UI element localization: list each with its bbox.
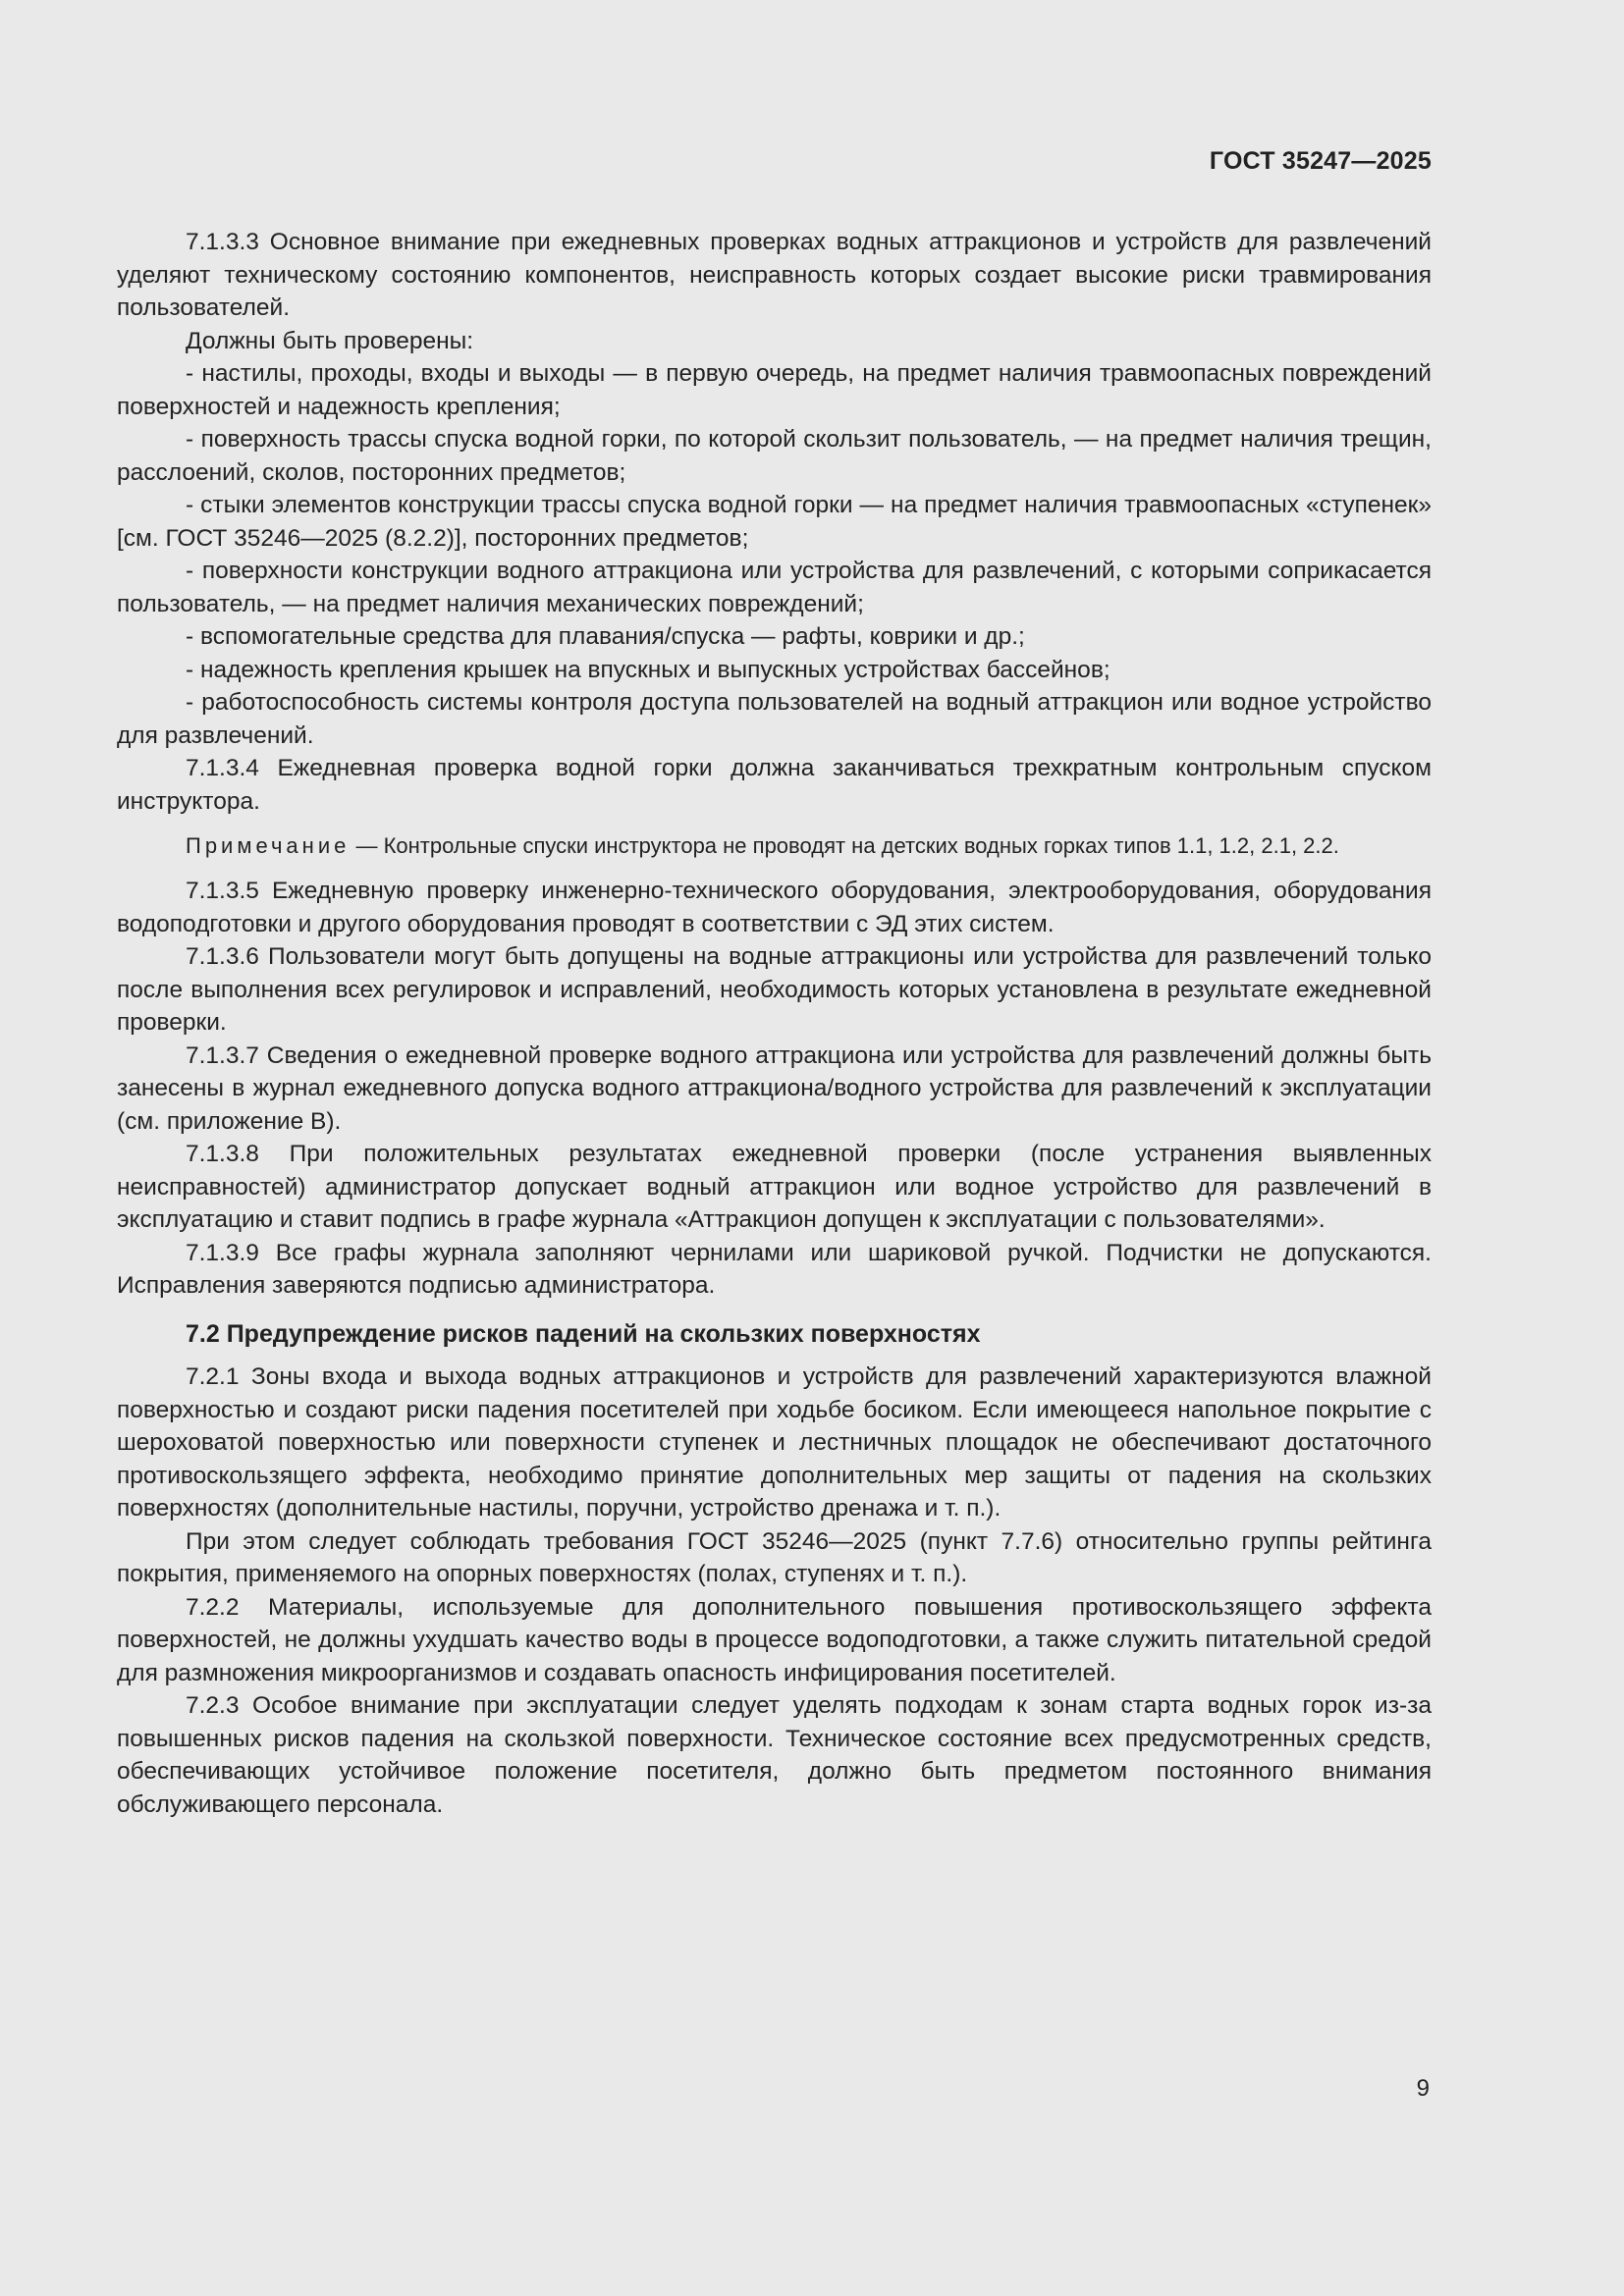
paragraph-7-2-1-continued: При этом следует соблюдать требования ГОСТ 35246—2025 (пункт 7.7.6) относительно группы рейтинга покрытия, применяемого на опорных поверхностях (полах, ступенях и т. п.). <box>117 1527 1432 1587</box>
paragraph-7-1-3-9: 7.1.3.9 Все графы журнала заполняют чернилами или шариковой ручкой. Подчистки не допускаются. Исправления заверяются подписью администратора. <box>117 1239 1432 1299</box>
note <box>117 831 1432 861</box>
list-item: - стыки элементов конструкции трассы спуска водной горки — на предмет наличия травмоопасных «ступенек» [см. ГОСТ 35246—2025 (8.2.2)], посторонних предметов; <box>117 492 1432 552</box>
list-item: - поверхность трассы спуска водной горки, по которой скользит пользователь, — на предмет наличия трещин, расслоений, сколов, посторонних предметов; <box>117 426 1432 486</box>
note-text: — Контрольные спуски инструктора не проводят на детских водных горках типов 1.1, 1.2, 2.1, 2.2. <box>350 833 1339 858</box>
paragraph-7-2-2: 7.2.2 Материалы, используемые для дополнительного повышения противоскользящего эффекта поверхностей, не должны ухудшать качество воды в процессе водоподготовки, а также служить питательной средой для размножения микроорганизмов и создавать опасность инфицирования посетителей. <box>117 1593 1432 1686</box>
paragraph-7-2-3: 7.2.3 Особое внимание при эксплуатации следует уделять подходам к зонам старта водных горок из-за повышенных рисков падения на скользкой поверхности. Техническое состояние всех предусмотренных средств, обеспечивающих устойчивое положение посетителя, должно быть предметом постоянного внимания обслуживающего персонала. <box>117 1692 1432 1818</box>
paragraph-7-1-3-5: 7.1.3.5 Ежедневную проверку инженерно-технического оборудования, электрооборудования, оборудования водоподготовки и другого оборудования проводят в соответствии с ЭД этих систем. <box>117 878 1432 937</box>
note-label: Примечание <box>186 833 351 858</box>
must-check-intro: Должны быть проверены: <box>186 327 474 354</box>
section-heading-7-2: 7.2 Предупреждение рисков падений на скользких поверхностях <box>186 1319 981 1348</box>
paragraph-7-1-3-6: 7.1.3.6 Пользователи могут быть допущены на водные аттракционы или устройства для развлечений только после выполнения всех регулировок и исправлений, необходимость которых установлена в результате ежедневной проверки. <box>117 943 1432 1036</box>
paragraph-7-2-1: 7.2.1 Зоны входа и выхода водных аттракционов и устройств для развлечений характеризуются влажной поверхностью и создают риски падения посетителей при ходьбе босиком. Если имеющееся напольное покрытие с шероховатой поверхностью или поверхности ступенек и лестничных площадок не обеспечивают достаточного противоскользящего эффекта, необходимо принятие дополнительных мер защиты от падения на скользких поверхностях (дополнительные настилы, поручни, устройство дренажа и т. п.). <box>117 1363 1432 1522</box>
page-number: 9 <box>1416 2075 1430 2102</box>
paragraph-7-1-3-3: 7.1.3.3 Основное внимание при ежедневных проверках водных аттракционов и устройств для развлечений уделяют техническому состоянию компонентов, неисправность которых создает высокие риски травмирования пользователей. <box>117 229 1432 321</box>
document-id: ГОСТ 35247—2025 <box>1209 147 1432 175</box>
paragraph-7-1-3-8: 7.1.3.8 При положительных результатах ежедневной проверки (после устранения выявленных неисправностей) администратор допускает водный аттракцион или водное устройство для развлечений в эксплуатацию и ставит подпись в графе журнала «Аттракцион допущен к эксплуатации с пользователями». <box>117 1141 1432 1233</box>
list-item: - поверхности конструкции водного аттракциона или устройства для развлечений, с которыми соприкасается пользователь, — на предмет наличия механических повреждений; <box>117 558 1432 617</box>
list-item: - настилы, проходы, входы и выходы — в первую очередь, на предмет наличия травмоопасных повреждений поверхностей и надежность крепления; <box>117 360 1432 420</box>
document-body <box>117 226 1432 1821</box>
paragraph-7-1-3-4: 7.1.3.4 Ежедневная проверка водной горки должна заканчиваться трехкратным контрольным спуском инструктора. <box>117 755 1432 815</box>
list-item: - надежность крепления крышек на впускных и выпускных устройствах бассейнов; <box>186 656 1110 683</box>
list-item: - работоспособность системы контроля доступа пользователей на водный аттракцион или водное устройство для развлечений. <box>117 689 1432 749</box>
list-item: - вспомогательные средства для плавания/спуска — рафты, коврики и др.; <box>186 623 1025 650</box>
paragraph-7-1-3-7: 7.1.3.7 Сведения о ежедневной проверке водного аттракциона или устройства для развлечений должны быть занесены в журнал ежедневного допуска водного аттракциона/водного устройства для развлечений к эксплуатации (см. приложение В). <box>117 1041 1432 1135</box>
